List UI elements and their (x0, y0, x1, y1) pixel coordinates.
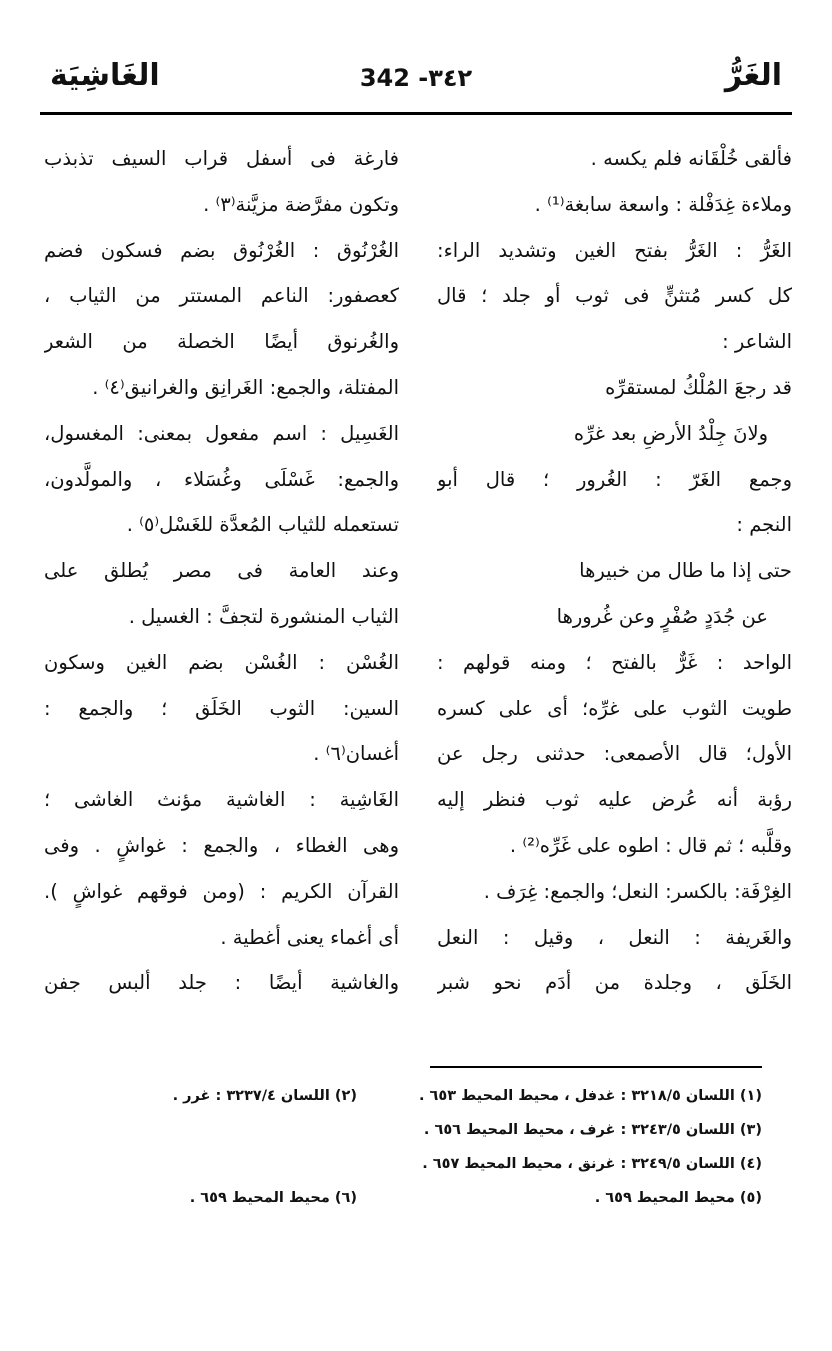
verse-line: حتى إذا ما طال من خبيرها (579, 559, 792, 583)
text-line: الغَسِيل : اسم مفعول بمعنى: المغسول، (44, 421, 399, 445)
text-line: طويت الثوب على غرِّه؛ أى على كسره (437, 696, 792, 720)
running-head-left: الغَاشِيَة (50, 58, 160, 93)
text-line: النجم : (736, 513, 792, 537)
text-line: الغُرْنُوق : الغُرْنُوق بضم فسكون فضم (44, 238, 399, 262)
text-line: السين: الثوب الخَلَق ؛ والجمع : (44, 696, 399, 720)
text-line: والغُرنوق أيضًا الخصلة من الشعر (44, 330, 399, 354)
footnote-6: (٦) محيط المحيط ٦٥٩ . (189, 1190, 357, 1206)
text-line: وملاءة غِدَفْلة : واسعة سابغة⁽¹⁾ . (534, 192, 792, 216)
text-line: الغُسْن : الغُسْن بضم الغين وسكون (44, 650, 399, 674)
running-head-right: الغَرُّ (724, 58, 782, 93)
footnote-3: (٣) اللسان ٣٢٤٣/٥ : غرف ، محيط المحيط ٦٥٦ . (423, 1122, 762, 1138)
text-line: الشاعر : (722, 330, 792, 354)
text-line: أى أغماء يعنى أغطية . (220, 925, 399, 949)
text-line: الخَلَق ، وجلدة من أدَم نحو شبر (437, 971, 792, 995)
page-number: 342 -٣٤٢ (359, 64, 473, 92)
footnote-4: (٤) اللسان ٣٢٤٩/٥ : غرنق ، محيط المحيط ٦٥٧ . (422, 1156, 762, 1172)
left-column (44, 136, 399, 1006)
text-line: رؤبة أنه عُرض عليه ثوب فنظر إليه (437, 788, 792, 812)
text-line: وتكون مفرَّضة مزيَّنة⁽٣⁾ . (203, 192, 399, 216)
text-line: فارغة فى أسفل قراب السيف تذبذب (44, 147, 399, 170)
footnote-5: (٥) محيط المحيط ٦٥٩ . (594, 1190, 762, 1206)
text-line: كعصفور: الناعم المستتر من الثياب ، (44, 284, 399, 308)
text-line: القرآن الكريم : (ومن فوقهم غواشٍ ). (44, 879, 399, 903)
footnote-1: (١) اللسان ٣٢١٨/٥ : غدفل ، محيط المحيط ٦٥٣ . (418, 1088, 762, 1104)
header-rule (40, 112, 792, 115)
verse-line: عن جُدَدٍ صُفْرٍ وعن غُرورها (556, 604, 768, 628)
verse-line: قد رجعَ المُلْكُ لمستقرِّه (605, 375, 792, 399)
page-header (30, 58, 802, 106)
text-line: والغَريفة : النعل ، وقيل : النعل (437, 925, 792, 949)
text-line: أغسان⁽٦⁾ . (313, 742, 399, 766)
text-line: الواحد : غَرٌّ بالفتح ؛ ومنه قولهم : (437, 650, 792, 674)
text-line: المفتلة، والجمع: الغَرانِق والغرانيق⁽٤⁾ . (92, 375, 399, 399)
footnote-2: (٢) اللسان ٣٢٣٧/٤ : غرر . (172, 1088, 357, 1104)
text-line: والغاشية أيضًا : جلد ألبس جفن (44, 971, 399, 995)
text-line: وعند العامة فى مصر يُطلق على (44, 559, 399, 583)
footnote-rule (430, 1066, 762, 1068)
text-line: تستعمله للثياب المُعدَّة للغَسْل⁽٥⁾ . (126, 513, 399, 537)
text-line: كل كسر مُتثنٍّ فى ثوب أو جلد ؛ قال (437, 284, 792, 308)
right-column (437, 136, 792, 1006)
text-line: فألقى خُلْقَانه فلم يكسه . (590, 147, 792, 170)
text-line: والجمع: غَسْلَى وغُسَلاء ، والمولَّدون، (44, 467, 399, 491)
text-line: وقلَّبه ؛ ثم قال : اطوه على غَرِّه⁽²⁾ . (509, 833, 792, 857)
text-line: الغِرْفَة: بالكسر: النعل؛ والجمع: غِرَف . (483, 879, 792, 903)
text-line: الغَاشِية : الغاشية مؤنث الغاشى ؛ (44, 788, 399, 812)
text-line: وجمع الغَرّ : الغُرور ؛ قال أبو (437, 467, 792, 491)
text-line: الثياب المنشورة لتجفَّ : الغسيل . (128, 604, 399, 628)
text-line: الغَرُّ : الغَرُّ بفتح الغين وتشديد الراء: (437, 238, 792, 262)
text-line: وهى الغطاء ، والجمع : غواشٍ . وفى (44, 833, 399, 857)
verse-line: ولانَ جِلْدُ الأرضِ بعد غرِّه (573, 421, 768, 445)
text-line: الأول؛ قال الأصمعى: حدثنى رجل عن (437, 742, 792, 766)
